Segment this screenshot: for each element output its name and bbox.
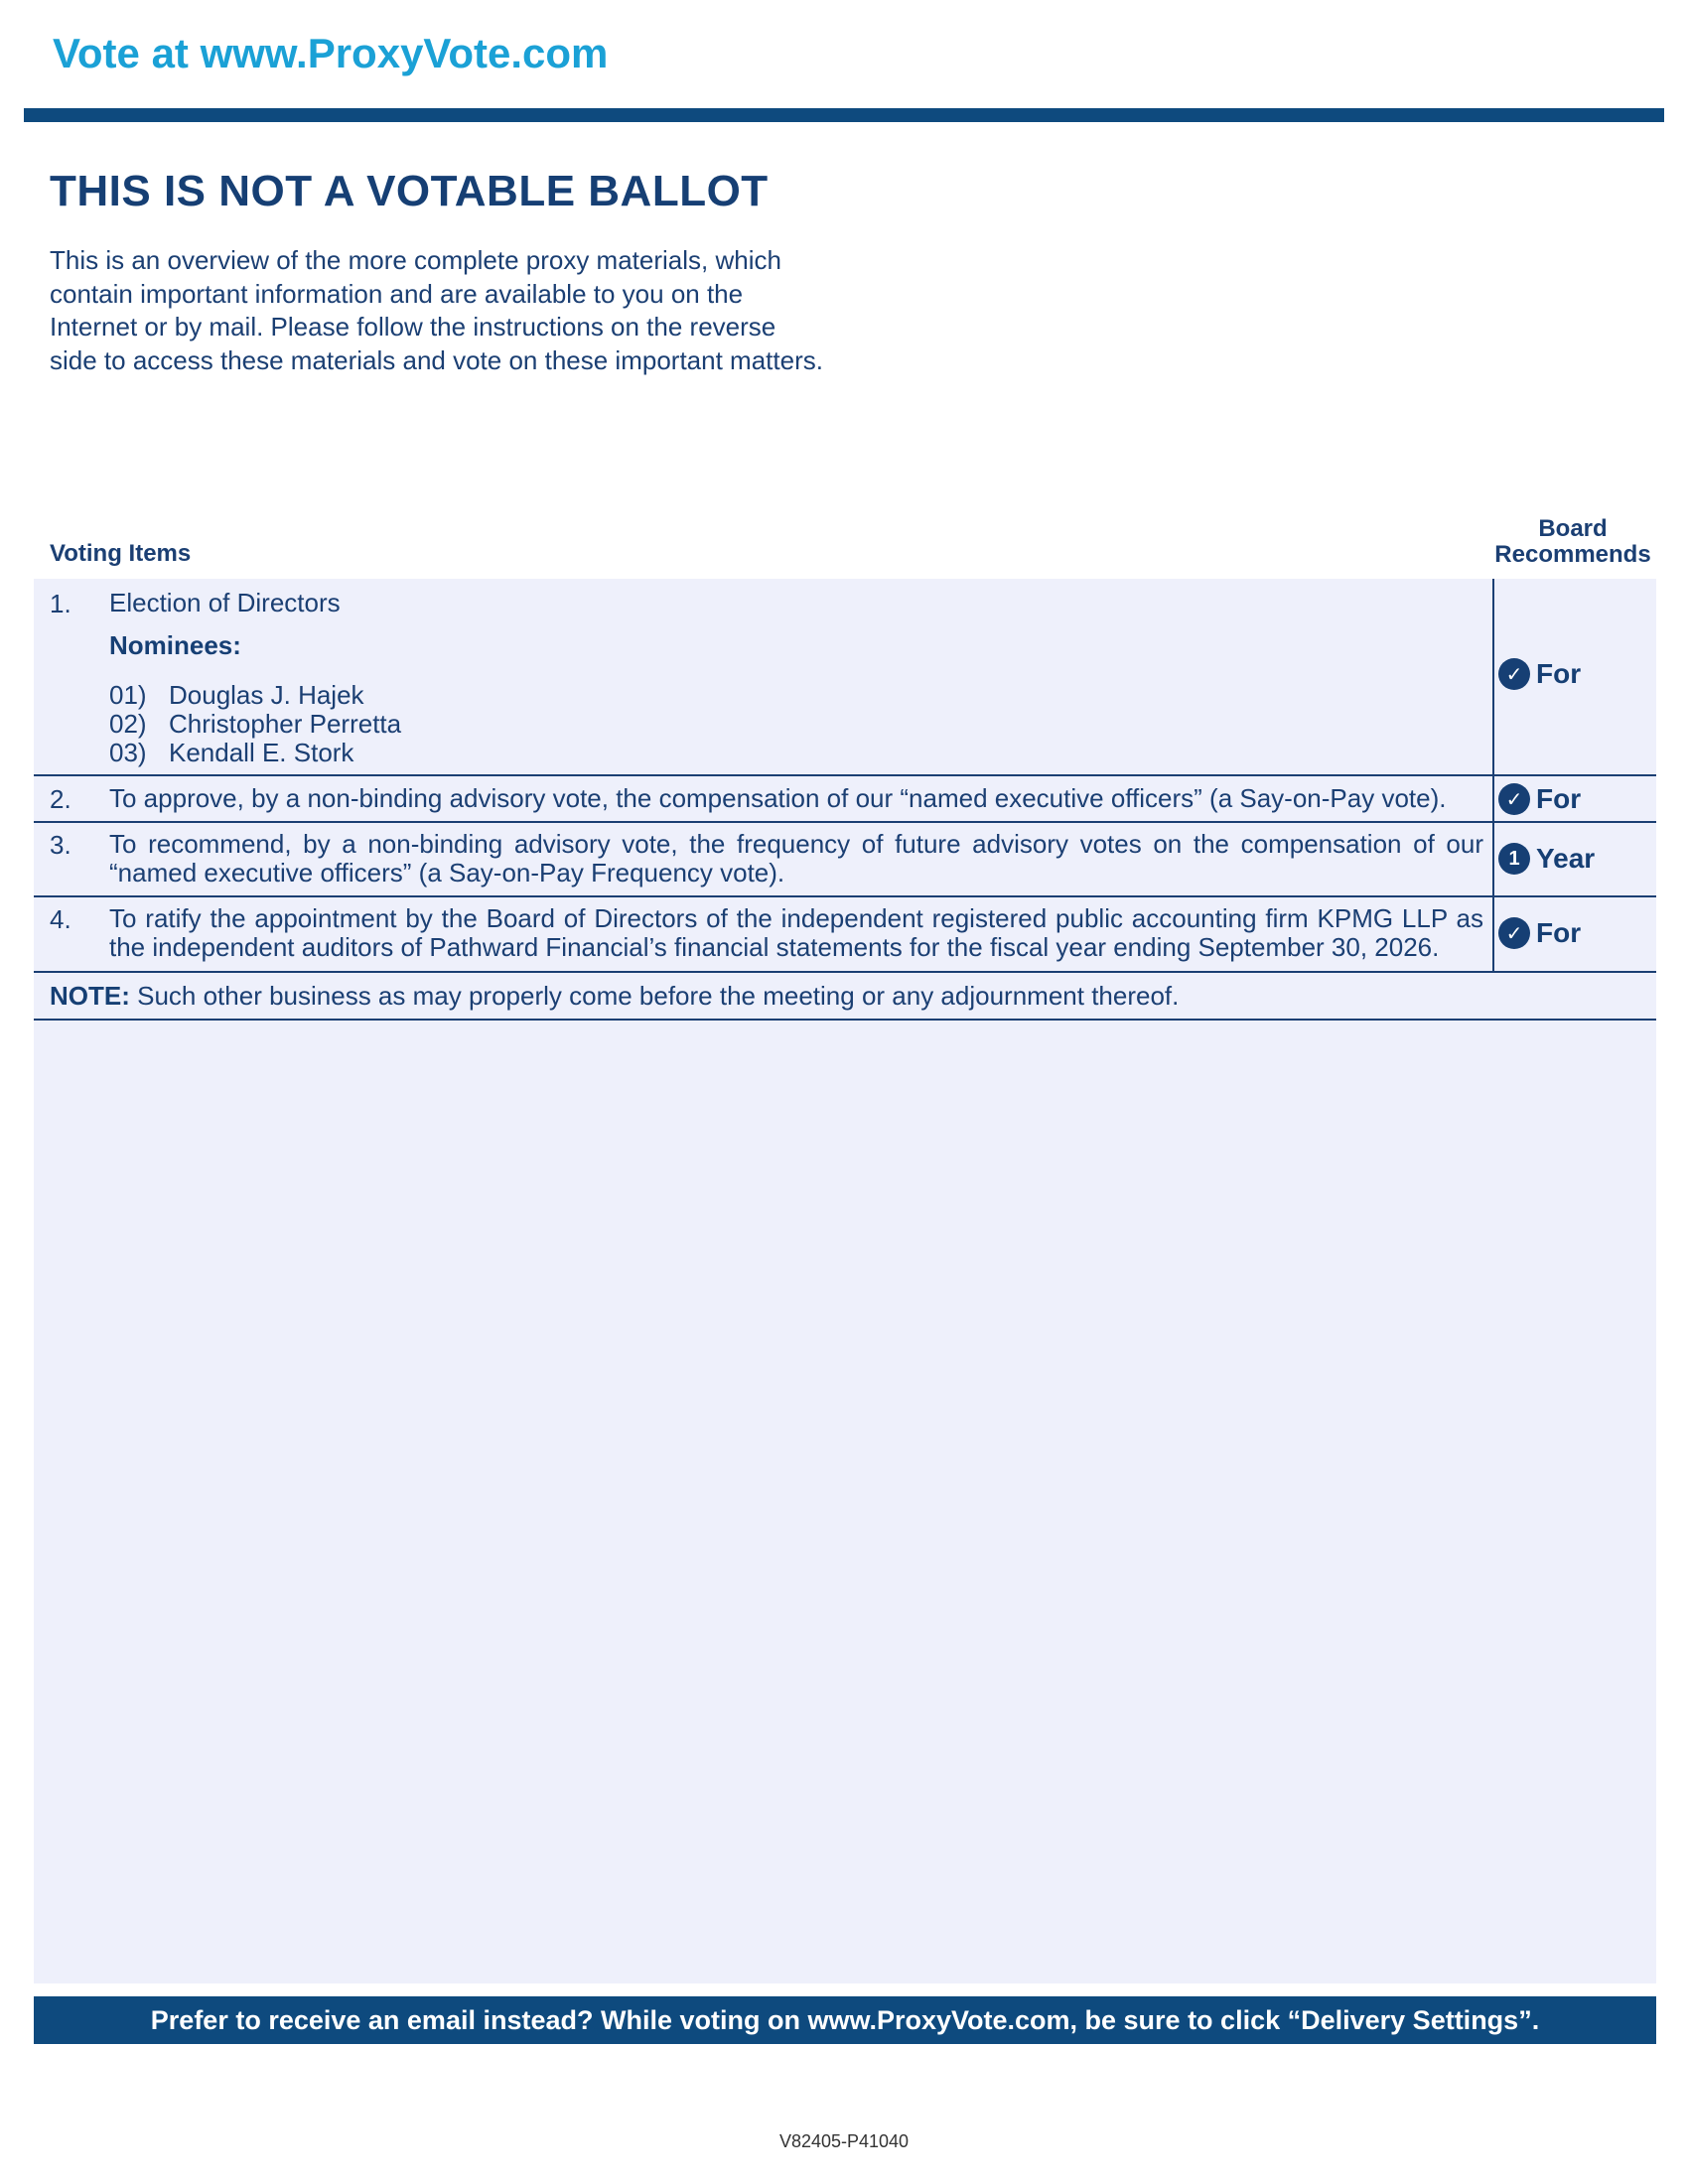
item-text: To ratify the appointment by the Board of Directors of the independent registered public accounting firm KPMG LLP as the independent auditors of Pathward Financial’s financial statements for the fiscal year ending September 30, 2026.	[109, 903, 1483, 962]
voting-item-1	[34, 579, 1656, 776]
item-number: 3.	[50, 830, 71, 860]
note-text	[50, 981, 1179, 1012]
item-text: Election of Directors	[109, 588, 341, 617]
check-circle-icon: ✓	[1498, 783, 1530, 815]
voting-items-header: Voting Items	[50, 540, 192, 567]
board-recommends-header	[1479, 516, 1666, 568]
nominee-name: Kendall E. Stork	[169, 738, 354, 767]
recommendation	[1498, 783, 1581, 815]
ballot-title: THIS IS NOT A VOTABLE BALLOT	[50, 167, 769, 215]
note-body: Such other business as may properly come before the meeting or any adjournment thereof.	[129, 981, 1180, 1011]
item-number: 4.	[50, 904, 71, 934]
intro-paragraph: This is an overview of the more complete proxy materials, which contain important information and are available to you on the Internet or by mail. Please follow the instructions on the reverse side to access these materials and vote on these important matters.	[50, 245, 823, 375]
document-code: V82405-P41040	[778, 2131, 910, 2151]
recommendation-cell	[1492, 897, 1494, 971]
delivery-settings-banner	[34, 1996, 1656, 2044]
nominee-name: Douglas J. Hajek	[169, 680, 364, 710]
nominee-item	[109, 738, 353, 768]
board-header-line2: Recommends	[1494, 541, 1651, 568]
nominee-item	[109, 709, 401, 740]
item-number: 2.	[50, 784, 71, 814]
recommendation-label: For	[1536, 783, 1582, 814]
recommendation-cell	[1492, 776, 1494, 821]
voting-item-4	[34, 897, 1656, 973]
nominee-number: 02)	[109, 709, 147, 739]
recommendation-label: For	[1536, 917, 1582, 948]
recommendation-cell	[1492, 823, 1494, 895]
recommendation-label: For	[1536, 658, 1582, 689]
item-text: To recommend, by a non-binding advisory vote, the frequency of future advisory votes on the compensation of our “named executive officers” (a Say-on-Pay Frequency vote).	[109, 829, 1483, 887]
recommendation-label: Year	[1536, 843, 1596, 874]
note-label: NOTE:	[50, 981, 130, 1011]
item-text: To approve, by a non-binding advisory vote, the compensation of our “named executive officers” (a Say-on-Pay vote).	[109, 783, 1447, 813]
nominee-number: 01)	[109, 680, 147, 710]
nominee-number: 03)	[109, 738, 147, 767]
banner-text: Prefer to receive an email instead? While voting on www.ProxyVote.com, be sure to click “Delivery Settings”.	[150, 2004, 1540, 2035]
recommendation	[1498, 843, 1595, 875]
item-number: 1.	[50, 589, 71, 618]
nominee-name: Christopher Perretta	[169, 709, 402, 739]
voting-item-2	[34, 776, 1656, 823]
number-one-circle-icon: 1	[1498, 843, 1530, 875]
header-divider	[24, 108, 1664, 122]
nominee-item	[109, 680, 364, 711]
recommendation	[1498, 658, 1581, 690]
check-circle-icon: ✓	[1498, 658, 1530, 690]
board-header-line1: Board	[1538, 515, 1608, 542]
header-title: Vote at www.ProxyVote.com	[53, 30, 609, 76]
voting-item-3	[34, 823, 1656, 897]
recommendation-cell	[1492, 579, 1494, 774]
check-circle-icon: ✓	[1498, 917, 1530, 949]
recommendation	[1498, 917, 1581, 949]
nominees-heading: Nominees:	[109, 630, 241, 660]
